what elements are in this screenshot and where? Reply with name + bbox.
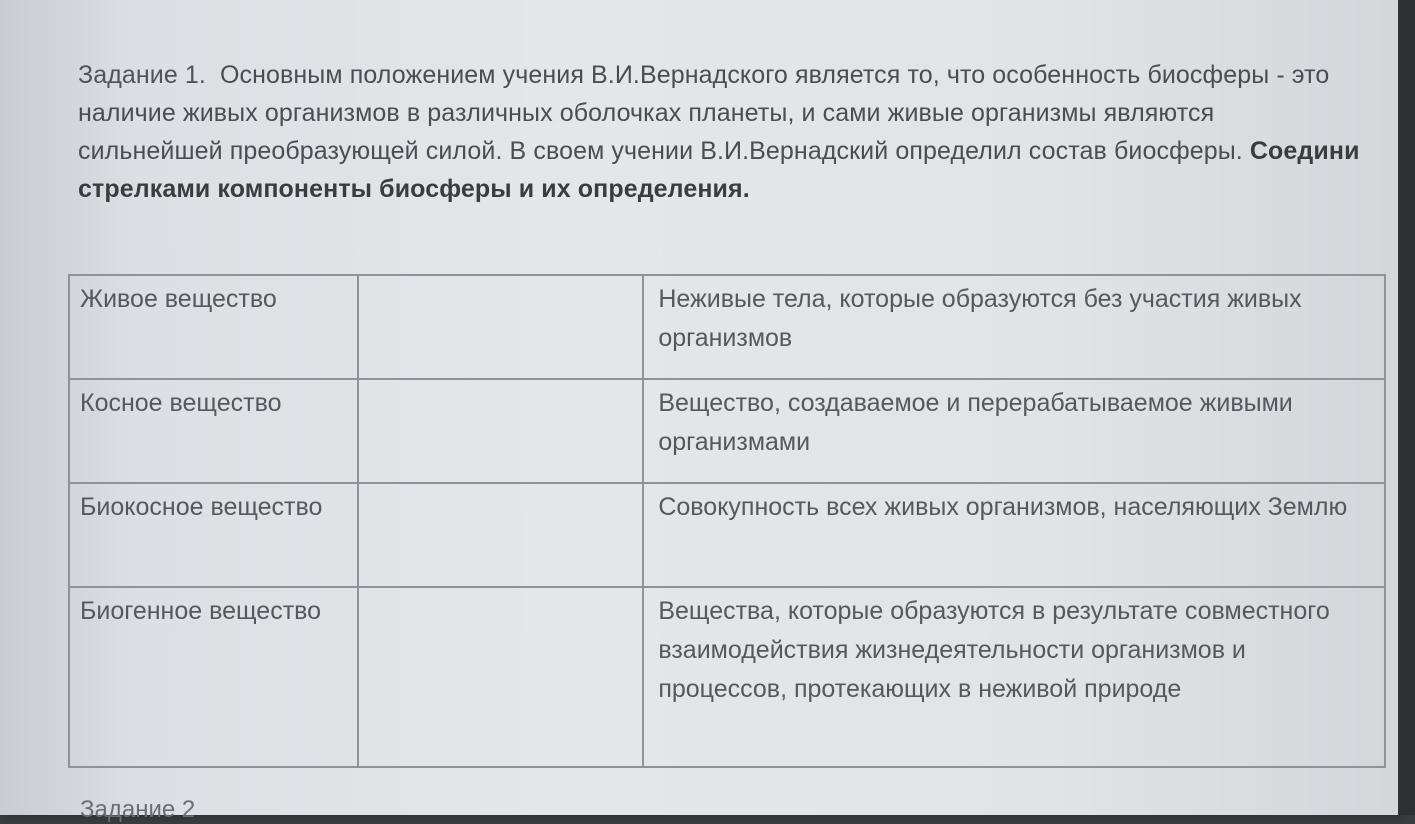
- task-2-label: Задание 2: [80, 796, 196, 823]
- background-edge: [1398, 0, 1415, 815]
- table-row: [69, 275, 1385, 379]
- answer-cell[interactable]: [358, 483, 644, 587]
- table-row: [69, 483, 1385, 587]
- task-1-instruction: Соедини стрелками компоненты биосферы и их определения.: [78, 137, 1360, 203]
- table-row: [69, 379, 1385, 483]
- matching-table: [68, 274, 1386, 768]
- definition-cell: Совокупность всех живых организмов, населяющих Землю: [643, 483, 1385, 587]
- table-row: [69, 587, 1385, 767]
- term-cell: Биогенное вещество: [69, 587, 358, 767]
- term-cell: Живое вещество: [69, 275, 358, 379]
- answer-cell[interactable]: [358, 379, 644, 483]
- task-1-text: [78, 56, 1363, 208]
- task-1-intro: Основным положением учения В.И.Вернадского является то, что особенность биосферы - это наличие живых организмов в различных оболочках планеты, и сами живые организмы являются сильнейшей преобразующей силой. В своем учении В.И.Вернадский определил состав биосферы.: [78, 61, 1330, 165]
- definition-cell: Неживые тела, которые образуются без участия живых организмов: [643, 275, 1385, 379]
- definition-cell: Вещество, создаваемое и перерабатываемое живыми организмами: [643, 379, 1385, 483]
- term-cell: Косное вещество: [69, 379, 358, 483]
- answer-cell[interactable]: [358, 275, 644, 379]
- task-1-label: Задание 1.: [78, 61, 206, 89]
- definition-cell: Вещества, которые образуются в результате совместного взаимодействия жизнедеятельности организмов и процессов, протекающих в неживой природе: [643, 587, 1385, 767]
- answer-cell[interactable]: [358, 587, 644, 767]
- term-cell: Биокосное вещество: [69, 483, 358, 587]
